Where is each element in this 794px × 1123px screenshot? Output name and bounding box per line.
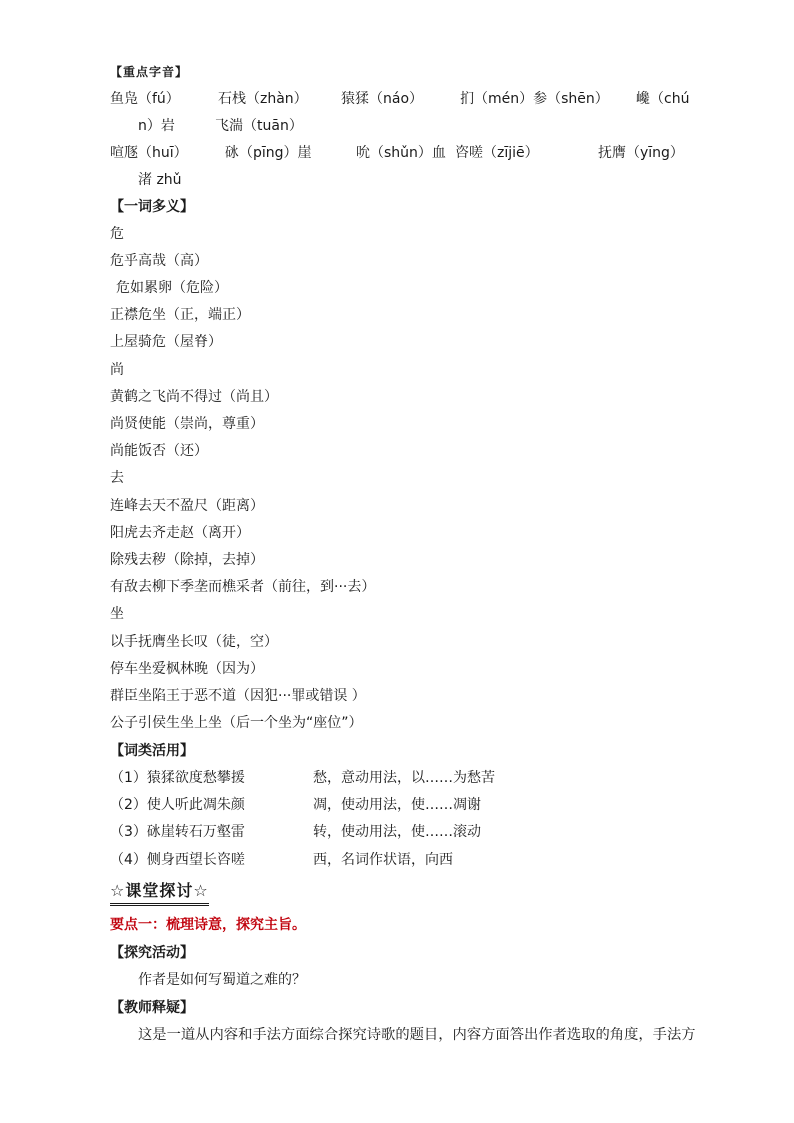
polysemy-line: 上屋骑危（屋脊） <box>110 334 222 350</box>
word-class-explanation: 转，使动用法，使……滚动 <box>313 824 481 840</box>
explore-activity-heading: 【探究活动】 <box>110 945 194 961</box>
polysemy-line: 连峰去天不盈尺（距离） <box>110 498 264 514</box>
polysemy-line: 正襟危坐（正，端正） <box>110 307 250 323</box>
pronunciation-item: n）岩 <box>138 118 175 134</box>
polysemy-line: 有敌去柳下季垄而樵采者（前往，到···去） <box>110 579 376 595</box>
classroom-section-title: ☆课堂探讨☆ <box>110 880 209 906</box>
pronunciation-item: 石栈（zhàn） <box>218 91 308 107</box>
pronunciation-item: 猿猱（náo） <box>341 91 424 107</box>
polysemy-word: 去 <box>110 470 124 486</box>
explore-question: 作者是如何写蜀道之难的？ <box>138 972 306 988</box>
pronunciation-item: 渚 zhǔ <box>138 172 182 188</box>
pronunciation-item: 抚膺（yīng） <box>598 145 684 161</box>
polysemy-word: 危 <box>110 226 124 242</box>
teacher-explanation-text: 这是一道从内容和手法方面综合探究诗歌的题目，内容方面答出作者选取的角度，手法方 <box>138 1027 696 1043</box>
pronunciation-item: 咨嗟（zījiē） <box>455 145 539 161</box>
polysemy-line: 停车坐爱枫林晚（因为） <box>110 661 264 677</box>
polysemy-line: 以手抚膺坐长叹（徒，空） <box>110 634 278 650</box>
polysemy-line: 危如累卵（危险） <box>116 280 228 296</box>
pronunciation-item: 扪（mén）参（shēn） <box>460 91 609 107</box>
word-class-example: （2）使人听此凋朱颜 <box>110 797 245 813</box>
pronunciation-item: 砯（pīng）崖 <box>225 145 312 161</box>
word-class-example: （4）侧身西望长咨嗟 <box>110 852 245 868</box>
word-class-example: （1）猿猱欲度愁攀援 <box>110 770 245 786</box>
pronunciation-item: 鱼凫（fú） <box>110 91 180 107</box>
pronunciation-heading: 【重点字音】 <box>110 65 189 79</box>
polysemy-line: 阳虎去齐走赵（离开） <box>110 525 250 541</box>
polysemy-line: 尚贤使能（崇尚，尊重） <box>110 416 264 432</box>
pronunciation-item: 喧豗（huī） <box>110 145 188 161</box>
polysemy-word: 坐 <box>110 606 124 622</box>
word-class-explanation: 凋，使动用法，使……凋谢 <box>313 797 481 813</box>
key-point-heading: 要点一：梳理诗意，探究主旨。 <box>110 917 306 933</box>
word-class-explanation: 西，名词作状语，向西 <box>313 852 453 868</box>
word-class-heading: 【词类活用】 <box>110 743 194 759</box>
pronunciation-item: 飞湍（tuān） <box>215 118 303 134</box>
pronunciation-item: 吮（shǔn）血 <box>356 145 446 161</box>
polysemy-word: 尚 <box>110 362 124 378</box>
polysemy-line: 公子引侯生坐上坐（后一个坐为“座位”） <box>110 715 363 731</box>
word-class-example: （3）砯崖转石万壑雷 <box>110 824 245 840</box>
polysemy-line: 群臣坐陷王于恶不道（因犯···罪或错误 ） <box>110 688 366 704</box>
word-class-explanation: 愁，意动用法，以……为愁苦 <box>313 770 495 786</box>
polysemy-line: 黄鹤之飞尚不得过（尚且） <box>110 389 278 405</box>
polysemy-line: 除残去秽（除掉，去掉） <box>110 552 264 568</box>
polysemy-line: 尚能饭否（还） <box>110 443 208 459</box>
teacher-explanation-heading: 【教师释疑】 <box>110 1000 194 1016</box>
polysemy-heading: 【一词多义】 <box>110 199 194 215</box>
pronunciation-item: 巉（chú <box>636 91 690 107</box>
polysemy-line: 危乎高哉（高） <box>110 253 208 269</box>
